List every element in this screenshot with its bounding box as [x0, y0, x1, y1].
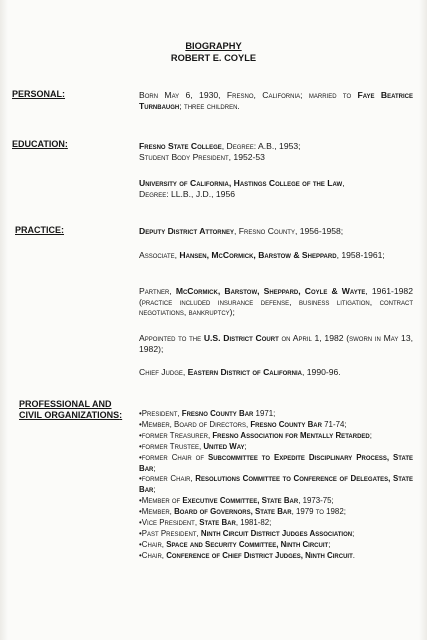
personal-text: Born May 6, 1930, Fresno, California; married to Faye Beatrice Turnbaugh; three children.	[139, 90, 413, 111]
list-item: •Chair, Conference of Chief District Judges, Ninth Circuit.	[139, 550, 355, 560]
list-item: •Past President, Ninth Circuit District Judges Association;	[139, 528, 355, 538]
list-item: •former Trustee, United Way;	[139, 441, 247, 451]
list-item: •Vice President, State Bar, 1981-82;	[139, 518, 272, 528]
education-entry-fresno: Fresno State College, Degree: A.B., 1953; Student Body President, 1952-53	[139, 141, 301, 162]
label-personal: PERSONAL:	[12, 89, 66, 99]
practice-entry-1: Deputy District Attorney, Fresno County, 1956-1958;	[139, 226, 344, 236]
organizations-list	[139, 409, 413, 562]
practice-entry-3: Partner, McCormick, Barstow, Sheppard, Coyle & Wayte, 1961-1982 (practice included insurance defense, business litigation, contract negotiations, bankruptcy);	[139, 286, 413, 318]
label-education: EDUCATION:	[12, 139, 68, 149]
list-item: •Member, Board of Directors, Fresno County Bar 71-74;	[139, 419, 347, 429]
education-entry-hastings: University of California, Hastings College of the Law, Degree: LL.B., J.D., 1956	[139, 178, 345, 199]
practice-entry-4: Appointed to the U.S. District Court on April 1, 1982 (sworn in May 13, 1982);	[139, 333, 413, 354]
list-item: •President, Fresno County Bar 1971;	[139, 409, 276, 418]
person-name: ROBERT E. COYLE	[170, 53, 257, 63]
list-item: •Member of Executive Committee, State Bar, 1973-75;	[139, 496, 334, 506]
list-item: •former Treasurer, Fresno Association for Mentally Retarded;	[139, 430, 372, 440]
label-organizations: PROFESSIONAL AND CIVIL ORGANIZATIONS:	[19, 399, 123, 420]
practice-entry-2: Associate, Hansen, McCormick, Barstow & Sheppard, 1958-1961;	[139, 250, 385, 260]
list-item: •Member, Board of Governors, State Bar, 1979 to 1982;	[139, 507, 346, 517]
list-item: •former Chair of Subcommittee to Expedite Disciplinary Process, State Bar;	[139, 452, 414, 473]
practice-entry-5: Chief Judge, Eastern District of California, 1990-96.	[139, 367, 341, 377]
document-title: BIOGRAPHY	[185, 41, 242, 51]
list-item: •former Chair, Resolutions Committee to Conference of Delegates, State Bar;	[139, 474, 414, 495]
label-practice: PRACTICE:	[15, 225, 65, 235]
list-item: •Chair, Space and Security Committee, Ninth Circuit;	[139, 539, 331, 549]
